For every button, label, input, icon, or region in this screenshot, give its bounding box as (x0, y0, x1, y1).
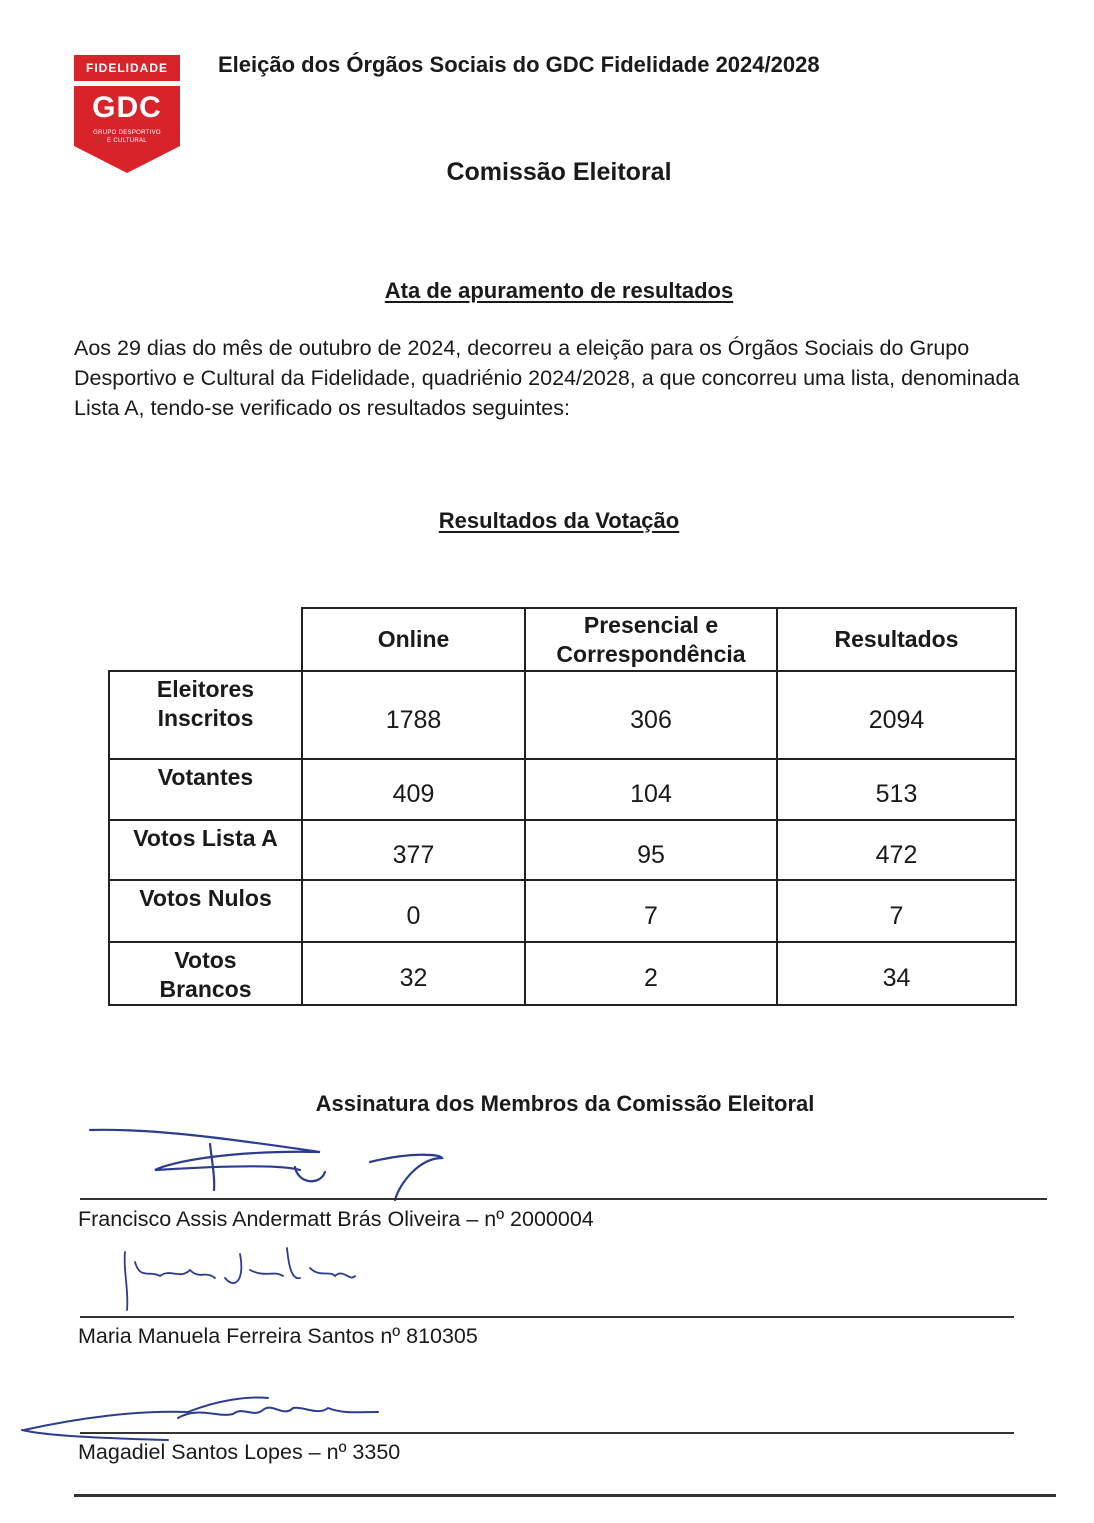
signature-2-scribble (105, 1240, 365, 1315)
logo-top-text: FIDELIDADE (74, 55, 180, 81)
cell-online: 0 (302, 880, 525, 942)
ata-title (0, 278, 1094, 304)
cell-presencial: 7 (525, 880, 777, 942)
ata-paragraph: Aos 29 dias do mês de outubro de 2024, decorreu a eleição para os Órgãos Sociais do Grupo Desportivo e Cultural da Fidelidade, quadriénio 2024/2028, a que concorreu uma lista, denominada Lista A, tendo-se verificado os resultados seguintes: (74, 336, 1020, 420)
cell-total: 472 (777, 820, 1016, 880)
table-row (109, 671, 1016, 759)
cell-total: 7 (777, 880, 1016, 942)
table-row (109, 942, 1016, 1005)
row-label-votos-lista-a: Votos Lista A (109, 820, 302, 880)
signature-1-scribble (80, 1122, 460, 1204)
cell-online: 32 (302, 942, 525, 1005)
cell-presencial: 2 (525, 942, 777, 1005)
gdc-logo (74, 55, 180, 173)
results-title-text: Resultados da Votação (438, 508, 680, 533)
bottom-rule (74, 1494, 1056, 1497)
results-title (0, 508, 1094, 534)
cell-online: 377 (302, 820, 525, 880)
cell-total: 513 (777, 759, 1016, 820)
ata-title-text: Ata de apuramento de resultados (384, 278, 734, 303)
cell-online: 409 (302, 759, 525, 820)
results-table (108, 607, 1017, 1006)
logo-sub-line1: GRUPO DESPORTIVO (93, 130, 161, 136)
signatory-3-name: Magadiel Santos Lopes – nº 3350 (78, 1440, 401, 1464)
cell-presencial: 306 (525, 671, 777, 759)
signature-line-1 (80, 1198, 1047, 1200)
signature-line-2 (80, 1316, 1014, 1318)
table-header-row (109, 608, 1016, 671)
cell-presencial: 104 (525, 759, 777, 820)
cell-presencial: 95 (525, 820, 777, 880)
signature-line-3 (80, 1432, 1014, 1434)
row-label-votantes: Votantes (109, 759, 302, 820)
signatures-title: Assinatura dos Membros da Comissão Eleitoral (315, 1091, 815, 1116)
table-row (109, 759, 1016, 820)
table-row (109, 880, 1016, 942)
cell-total: 2094 (777, 671, 1016, 759)
table-row (109, 820, 1016, 880)
column-header-presencial: Presencial e Correspondência (525, 608, 777, 671)
logo-main-text: GDC (92, 91, 162, 124)
signatory-2-name: Maria Manuela Ferreira Santos nº 810305 (78, 1324, 478, 1348)
table-corner-cell (109, 608, 302, 671)
row-label-eleitores-inscritos: Eleitores Inscritos (109, 671, 302, 759)
logo-sub-line2: E CULTURAL (107, 138, 147, 144)
column-header-online: Online (302, 608, 525, 671)
row-label-votos-nulos: Votos Nulos (109, 880, 302, 942)
column-header-resultados: Resultados (777, 608, 1016, 671)
row-label-votos-brancos: Votos Brancos (109, 942, 302, 1005)
signature-3-scribble (18, 1388, 398, 1448)
commission-heading: Comissão Eleitoral (446, 158, 672, 186)
document-title: Eleição dos Órgãos Sociais do GDC Fidelidade 2024/2028 (218, 52, 820, 77)
cell-total: 34 (777, 942, 1016, 1005)
signatory-1-name: Francisco Assis Andermatt Brás Oliveira – nº 2000004 (78, 1207, 594, 1231)
cell-online: 1788 (302, 671, 525, 759)
